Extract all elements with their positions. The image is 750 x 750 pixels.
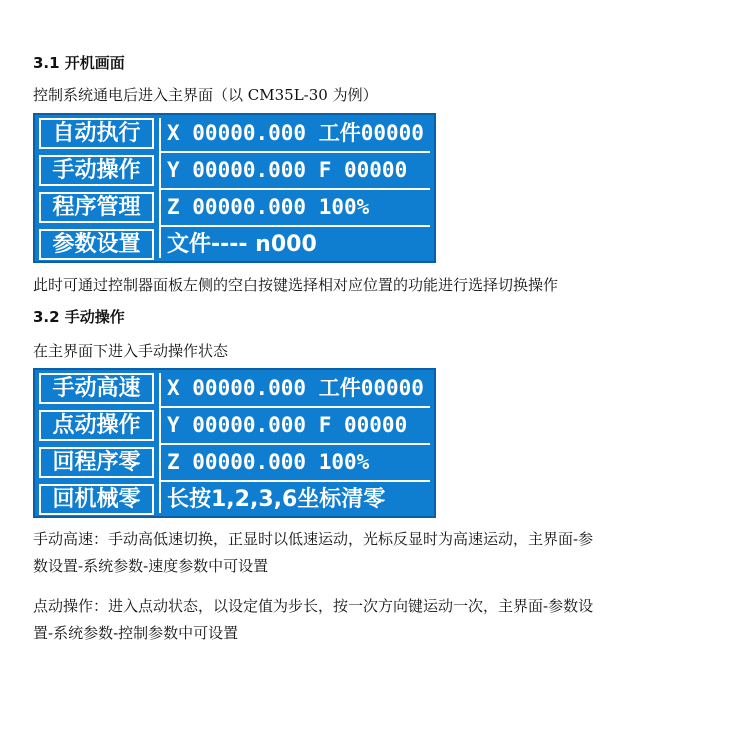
menu-label-program-zero: 回程序零 — [39, 447, 154, 478]
menu-label-program: 程序管理 — [39, 192, 154, 223]
desc-line: 点动操作：进入点动状态，以设定值为步长，按一次方向键运动一次，主界面-参数设 — [33, 597, 594, 615]
panel-value-clear-hint: 长按1,2,3,6坐标清零 — [167, 487, 386, 512]
desc-manual-high-speed — [33, 526, 723, 580]
section-heading-3-2: 3.2 手动操作 — [33, 308, 125, 326]
desc-line: 置-系统参数-控制参数中可设置 — [33, 624, 239, 642]
panel-row — [35, 444, 434, 481]
section-intro-3-2: 在主界面下进入手动操作状态 — [33, 342, 229, 360]
panel-value-y: Y 00000.000 F 00000 — [167, 158, 408, 182]
panel-row — [35, 407, 434, 444]
desc-line: 手动高速：手动高低速切换，正显时以低速运动，光标反显时为高速运动，主界面-参 — [33, 530, 594, 548]
panel-row — [35, 115, 434, 152]
desc-line: 数设置-系统参数-速度参数中可设置 — [33, 557, 269, 575]
panel-value-y: Y 00000.000 F 00000 — [167, 413, 408, 437]
panel-row — [35, 152, 434, 189]
manual-screen-panel — [33, 368, 436, 518]
menu-label-auto-run: 自动执行 — [39, 118, 154, 149]
panel-row — [35, 226, 434, 263]
menu-label-manual: 手动操作 — [39, 155, 154, 186]
section-heading-3-1: 3.1 开机画面 — [33, 54, 125, 72]
panel-row — [35, 189, 434, 226]
menu-label-params: 参数设置 — [39, 229, 154, 260]
main-screen-panel — [33, 113, 436, 263]
menu-label-manual-high-speed: 手动高速 — [39, 373, 154, 404]
panel-row — [35, 481, 434, 518]
section-note-3-1: 此时可通过控制器面板左侧的空白按键选择相对应位置的功能进行选择切换操作 — [33, 276, 559, 294]
panel-value-z: Z 00000.000 100% — [167, 195, 370, 219]
panel-value-file: 文件---- n000 — [167, 232, 317, 257]
panel-value-z: Z 00000.000 100% — [167, 450, 370, 474]
menu-label-jog: 点动操作 — [39, 410, 154, 441]
section-intro-3-1: 控制系统通电后进入主界面（以 CM35L-30 为例） — [33, 86, 378, 104]
panel-value-x: X 00000.000 工件00000 — [167, 121, 424, 145]
desc-jog — [33, 593, 723, 647]
panel-row — [35, 370, 434, 407]
panel-value-x: X 00000.000 工件00000 — [167, 376, 424, 400]
menu-label-machine-zero: 回机械零 — [39, 484, 154, 515]
